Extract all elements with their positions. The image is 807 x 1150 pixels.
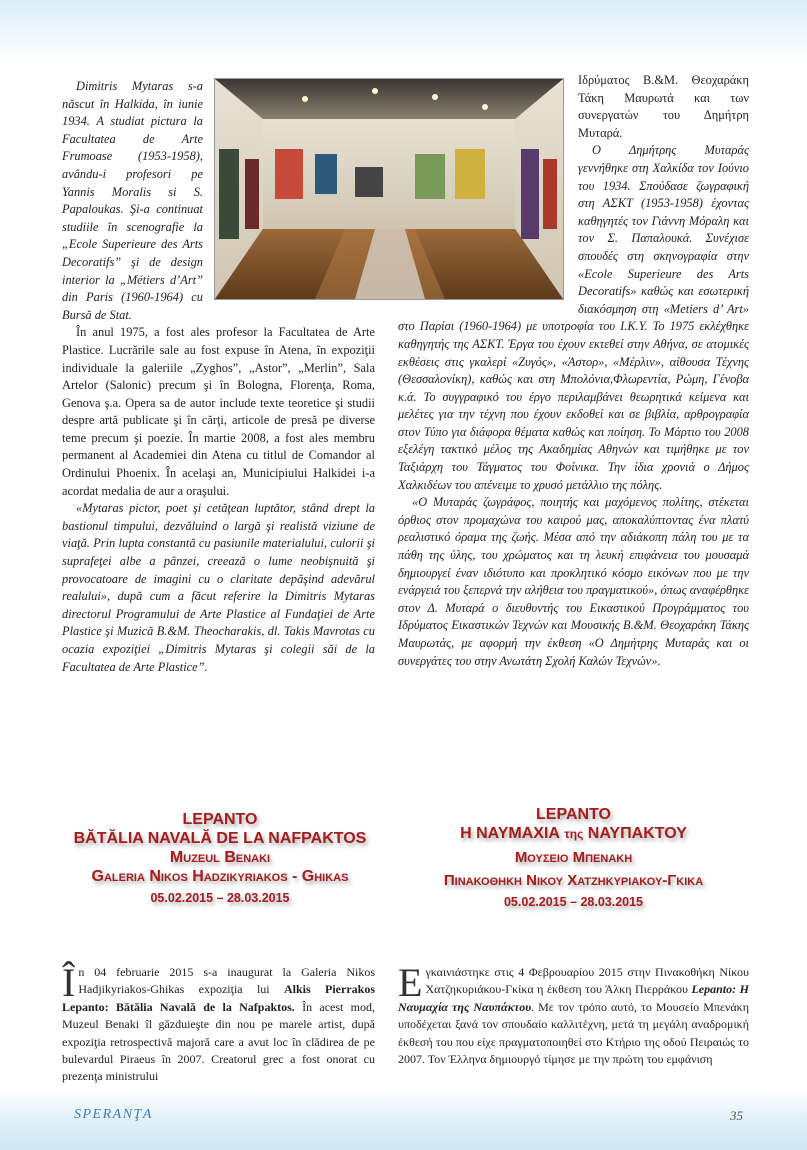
quote-paragraph: «Mytaras pictor, poet şi cetăţean luptător, stând drept la bastionul timpului, dezvăluind o largă şi realistă viziune de viaţă. Prin lupta constantă cu pasiunile materialului, culorii şi suprafeţei albe a pânzei, creează o lume neobişnuită şi provocatoare de imagini cu o claritate depăşind adevărul realului», după cum a făcut referire la Dimitris Mytaras directorul Programului de Arte Plastice al Fundaţiei de Arte Plastice şi Muzică B.&M. Theocharakis, dl. Takis Mavrotas cu ocazia expoziţiei „Dimitris Mytaras şi colegii săi de la Facultatea de Arte Plastice”. [62, 501, 375, 674]
career-paragraph: În anul 1975, a fost ales profesor la Facultatea de Arte Plastice. Lucrările sale au fost expuse în Atena, în expoziţii individuale la galeriile „Zyghos”, „Astor”, „Merlin”, Sala Artelor (Salonic) precum şi în Bologna, Florenţa, Roma, Genova ş.a. Opera sa de autor include texte teoretice şi studii despre artă publicate şi în cărţi, articole de presă pe diverse teme precum şi poezie. În martie 2008, a fost ales membru permanent al Academiei din Atena cu titlul de Comandor al Ordinului Phoenix. În acelaşi an, Municipiului Halkidei i-a acordat medalia de aur a oraşului. [62, 325, 375, 498]
top-gradient-band [0, 0, 807, 60]
article-text-continued: În acest mod, Muzeul Benaki îl găzduieşte din nou pe marele artist, după expoziţia retrospectivă majoră care a avut loc în clădirea de pe bulevardul Piraeus în 2007. Creatorul grec a fost onorat cu prezenţa ministrului [62, 999, 375, 1084]
publication-name: SPERANŢA [74, 1107, 153, 1122]
exhibition-title-bold: Lepanto: Η Ναυμαχία της Ναυπάκτου [398, 982, 749, 1014]
heading-subtitle [398, 824, 749, 844]
heading-gallery: Πινακοθηκη Νικου Χατζηκυριακου-Γκικα [443, 872, 704, 889]
heading-dates: 05.02.2015 – 28.03.2015 [150, 891, 290, 905]
right-column-bottom [398, 960, 749, 1068]
heading-subtitle-part2: ΝΑΥΠΑΚΤΟΥ [583, 825, 687, 842]
heading-dates: 05.02.2015 – 28.03.2015 [503, 895, 644, 909]
article-paragraph-romanian [62, 960, 375, 1086]
exhibition-title-bold: Alkis Pierrakos Lepanto: Bătălia Navală de la Nafpaktos. [62, 982, 375, 1014]
photo-wrap-space [209, 78, 375, 306]
left-column-bottom [62, 960, 375, 1086]
heading-title: LEPANTO [536, 806, 611, 823]
heading-gallery: Galeria Nikos Hadzikyriakos - Ghikas [91, 868, 349, 885]
article-paragraph-greek [398, 960, 749, 1068]
heading-subtitle: BĂTĂLIA NAVALĂ DE LA NAFPAKTOS [73, 830, 367, 847]
drop-cap: Ε [398, 960, 423, 1005]
photo-wrap-space [398, 72, 574, 309]
intro-paragraph: Ιδρύματος Β.&Μ. Θεοχαράκη Τάκη Μαυρωτά και των συνεργατών του Δημήτρη Μυταρά. [578, 73, 749, 140]
left-column-top [62, 78, 375, 676]
heading-museum: Μουσειο Μπενακη [514, 849, 633, 866]
quote-paragraph-greek: «Ο Μυταράς ζωγράφος, ποιητής και μαχόμενος πολίτης, στέκεται όρθιος στον προμαχώνα του καιρού μας, αποκαλύπτοντας ένα πλατύ ρεαλιστικό όραμα της ζωής. Μέσα από την αδιάκοπη πάλη του με τα πάθη της ύλης, του χρώματος και τη λευκή επιφάνεια του μουσαμά δημιουργεί έναν ιδιότυπο και προκλητικό κόσμο εικόνων που με την ενάργειά του ξεπερνά την αλήθεια του πραγματικού», όπως αναφέρθηκε στον Δ. Μυταρά ο διευθυντής του Εικαστικού Προγράμματος του Ιδρύματος Εικαστικών Τεχνών και Μουσικής Β.&Μ. Θεοχαράκη Τάκης Μαυρωτάς, με αφορμή την έκθεση «Ο Δημήτρης Μυταράς και οι συνεργάτες του στην Ανωτάτη Σχολή Καλών Τεχνών». [398, 495, 749, 668]
right-column-top [398, 72, 749, 670]
drop-cap: Î [62, 960, 76, 1005]
bio-paragraph: Dimitris Mytaras s-a născut în Halkida, în iunie 1934. A studiat pictura la Facultatea de Arte Frumoase (1953-1958), avându-i profesori pe Yannis Moralis si S. Papaloukas. Şi-a continuat studiile în scenografie la „Ecole Superieure des Arts Decoratifs” şi de design interior la „Métiers d’Art” din Paris (1960-1964) cu Bursă de Stat. [62, 79, 203, 322]
exhibition-heading-romanian [62, 810, 378, 908]
bio-paragraph-greek: Ο Δημήτρης Μυταράς γεννήθηκε στη Χαλκίδα τον Ιούνιο του 1934. Σπούδασε ζωγραφική στη ΑΣΚΤ (1953-1958) έχοντας καθηγητές τον Γιάννη Μόραλη και τον Σ. Παπαλουκά. Συνέχισε σπουδές στη σκηνογραφία στην «Ecole Superieure des Arts Decoratifs» καθώς και εσωτερική διακόσμηση στη «Metiers d’ Art» στο Παρίσι (1960-1964) με υποτροφία του Ι.Κ.Υ. Το 1975 εκλέχθηκε καθηγητής της ΑΣΚΤ. Έργα του έχουν εκτεθεί στην Αθήνα, σε ατομικές εκθέσεις στις γκαλερί «Ζυγός», «Άστορ», «Μέρλιν», αίθουσα Τέχνης (Θεσσαλονίκη), καθώς και στη Μπολόνια,Φλωρεντία, Ρώμη, Γένοβα κ.ά. Το συγγραφικό του έργο περιλαμβάνει θεωρητικά κείμενα και μελέτες για την τέχνη που έχουν εκδοθεί και σε βιβλία, αρθρογραφία στον Τύπο για διάφορα θέματα καθώς και ποίηση. Το Μάρτιο του 2008 εξελέγη τακτικό μέλος της Ακαδημίας Αθηνών και τιμήθηκε με τον Ταξιάρχη του Τάγματος του Φοίνικα. Την ίδια χρονιά ο Δήμος Χαλκιδέων του απένειμε το χρυσό μετάλλιο της πόλης. [398, 143, 749, 492]
heading-subtitle-article: της [564, 827, 584, 841]
heading-museum: Muzeul Benaki [169, 849, 271, 866]
exhibition-heading-greek [398, 805, 749, 912]
heading-subtitle-part1: Η ΝΑΥΜΑΧΙΑ [460, 825, 565, 842]
article-text-continued: . Με τον τρόπο αυτό, το Μουσείο Μπενάκη υποδέχεται ξανά τον σπουδαίο καλλιτέχνη, μετά τη μεγάλη αναδρομική έκθεσή του που είχε πραγματοποιηθεί στο Κτήριο της οδού Πειραιώς το 2007. Τον Έλληνα δημιουργό τίμησε με την πρώτη του εμφάνιση [398, 999, 749, 1067]
heading-title: LEPANTO [182, 811, 258, 828]
article-text: γκαινιάστηκε στις 4 Φεβρουαρίου 2015 στην Πινακοθήκη Νίκου Χατζηκυριάκου-Γκίκα η έκθεση του Άλκη Πιερράκου [425, 965, 749, 997]
article-text: n 04 februarie 2015 s-a inaugurat la Galeria Nikos Hadjikyriakos-Ghikas expoziţia lui [78, 965, 375, 997]
page-number: 35 [730, 1108, 743, 1123]
